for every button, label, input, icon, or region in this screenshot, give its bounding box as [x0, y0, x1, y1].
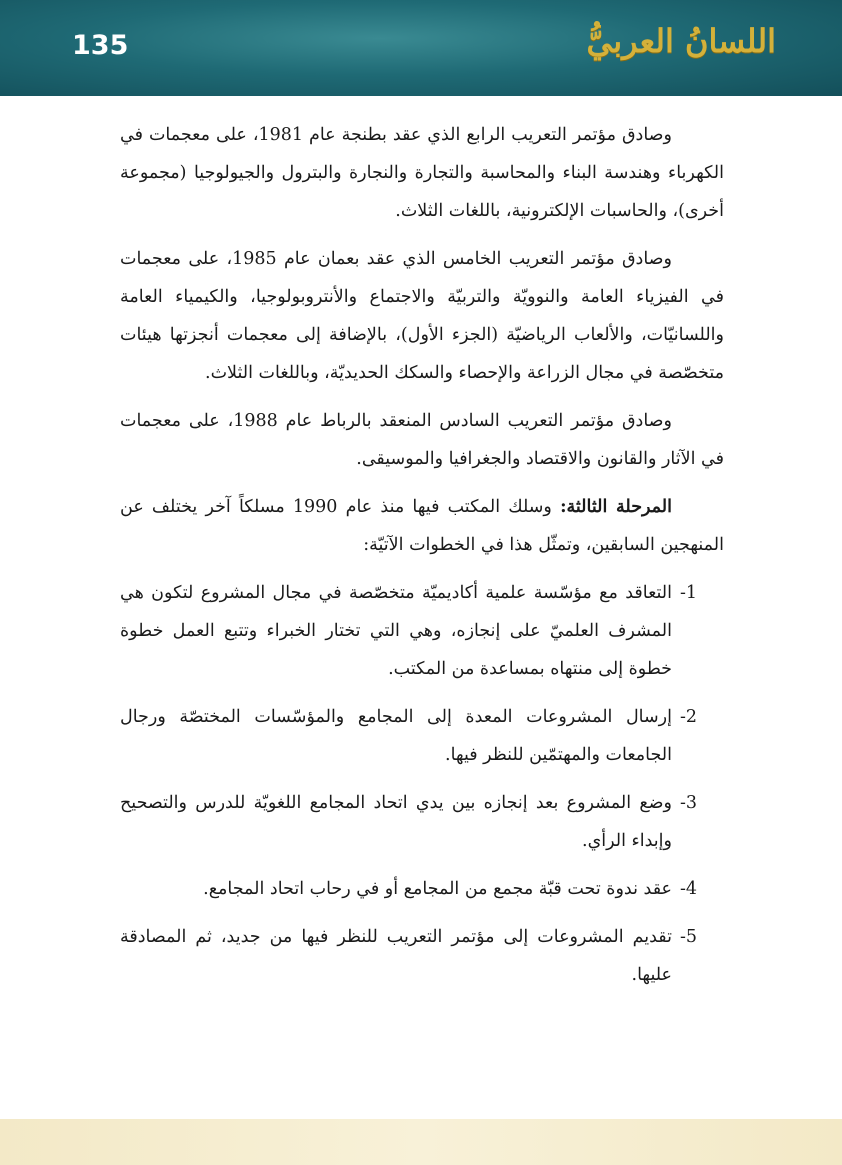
article-body — [120, 116, 724, 1004]
paragraph-stage-three — [120, 488, 724, 564]
page-number: 135 — [72, 30, 129, 61]
list-item-number: -3 — [680, 793, 698, 813]
list-item — [120, 698, 724, 774]
list-item — [120, 870, 724, 908]
list-item-number: -5 — [680, 927, 698, 947]
list-item-text: تقديم المشروعات إلى مؤتمر التعريب للنظر فيها من جديد، ثم المصادقة عليها. — [120, 927, 672, 985]
page-header — [0, 0, 842, 96]
list-item — [120, 574, 724, 688]
list-item-number: -4 — [680, 879, 698, 899]
list-item-text: عقد ندوة تحت قبّة مجمع من المجامع أو في رحاب اتحاد المجامع. — [203, 879, 672, 899]
journal-logo: اللسانُ العربيُّ — [586, 22, 776, 60]
list-item-text: إرسال المشروعات المعدة إلى المجامع والمؤسّسات المختصّة ورجال الجامعات والمهتمّين للنظر فيها. — [120, 707, 672, 765]
list-item-text: التعاقد مع مؤسّسة علمية أكاديميّة متخصّصة في مجال المشروع لتكون هي المشرف العلميّ على إنجازه، وهي التي تختار الخبراء وتتبع العمل خطوة خطوة إلى منتهاه بمساعدة من المكتب. — [120, 583, 672, 679]
stage-three-label: المرحلة الثالثة: — [560, 497, 672, 517]
list-item-number: -2 — [680, 707, 698, 727]
stage-three-text: وسلك المكتب فيها منذ عام 1990 مسلكاً آخر يختلف عن المنهجين السابقين، وتمثّل هذا في الخطوات الآتيّة: — [120, 497, 724, 555]
paragraph-sixth-conference: وصادق مؤتمر التعريب السادس المنعقد بالرباط عام 1988، على معجمات في الآثار والقانون والاقتصاد والجغرافيا والموسيقى. — [120, 411, 724, 469]
list-item — [120, 918, 724, 994]
list-item-number: -1 — [680, 583, 698, 603]
list-item — [120, 784, 724, 860]
paragraph-fourth-conference: وصادق مؤتمر التعريب الرابع الذي عقد بطنجة عام 1981، على معجمات في الكهرباء وهندسة البناء والمحاسبة والتجارة والنجارة والبترول والجيولوجيا (مجموعة أخرى)، والحاسبات الإلكترونية، باللغات الثلاث. — [120, 125, 724, 221]
list-item-text: وضع المشروع بعد إنجازه بين يدي اتحاد المجامع اللغويّة للدرس والتصحيح وإبداء الرأي. — [120, 793, 672, 851]
page-footer-band — [0, 1119, 842, 1165]
paragraph-fifth-conference: وصادق مؤتمر التعريب الخامس الذي عقد بعمان عام 1985، على معجمات في الفيزياء العامة والنوويّة والتربيّة والاجتماع والأنتروبولوجيا، والكيمياء العامة واللسانيّات، والألعاب الرياضيّة (الجزء الأول)، بالإضافة إلى معجمات أنجزتها هيئات متخصّصة في مجال الزراعة والإحصاء والسكك الحديديّة، وباللغات الثلاث. — [120, 249, 724, 383]
steps-list — [120, 574, 724, 994]
